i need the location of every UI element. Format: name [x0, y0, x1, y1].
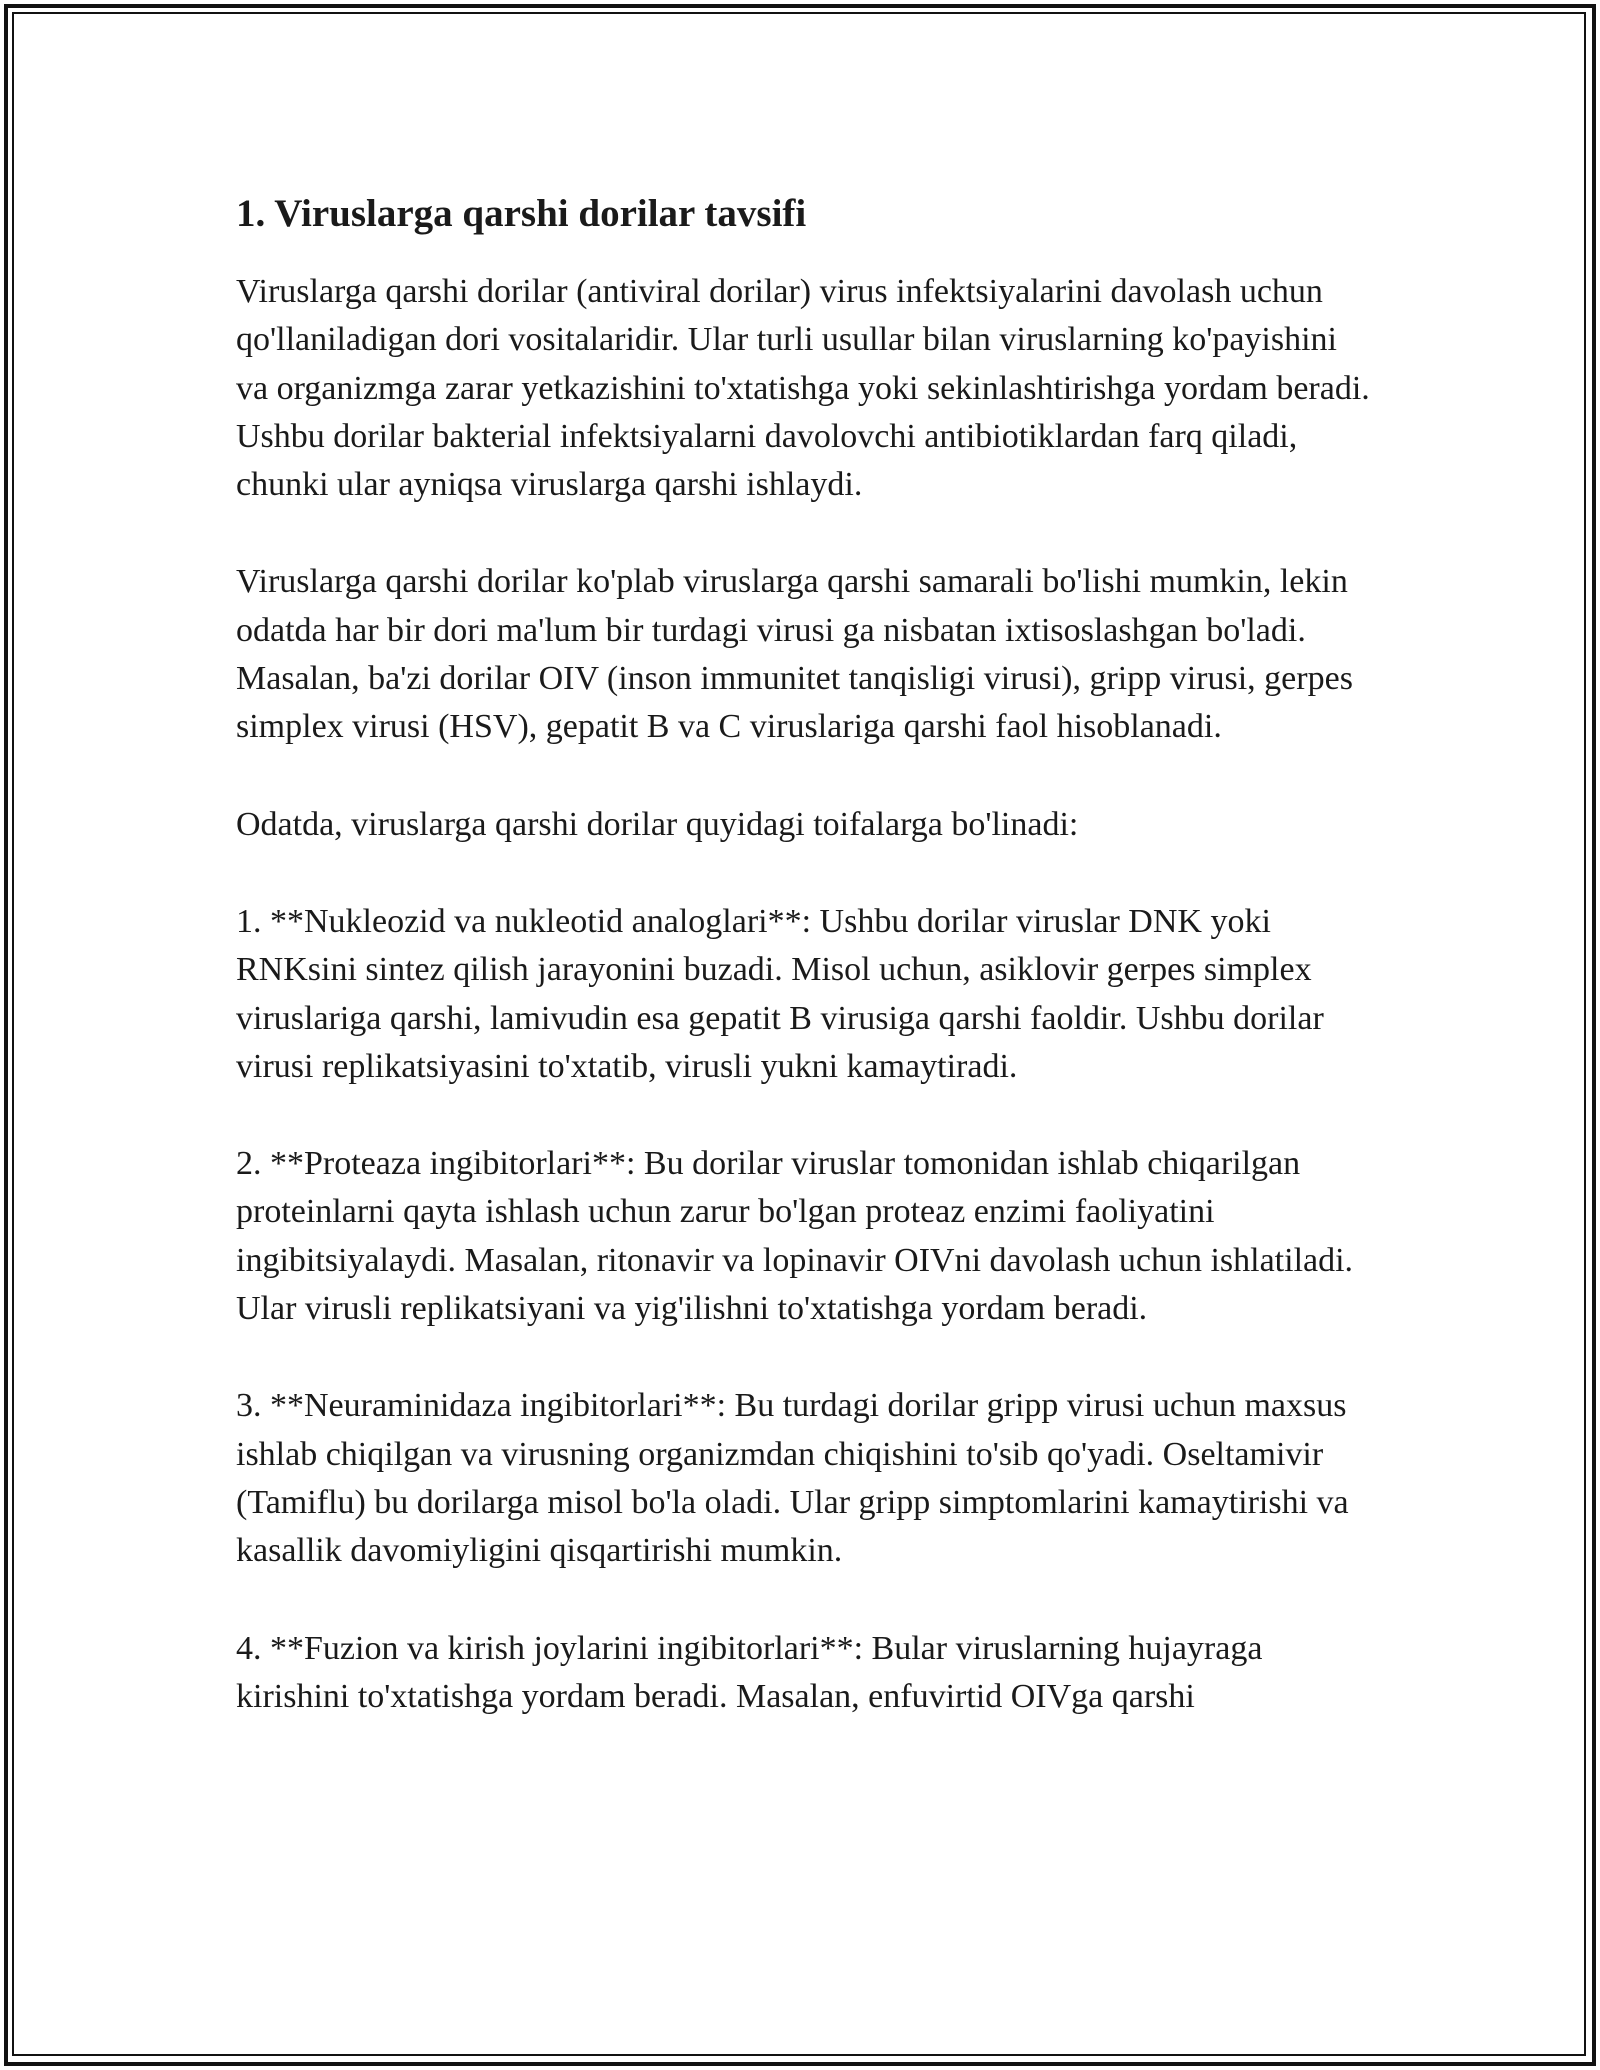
- paragraph-categories-intro: Odatda, viruslarga qarshi dorilar quyidagi toifalarga bo'linadi:: [236, 805, 1079, 843]
- list-item-neuraminidase-inhibitors: 3. **Neuraminidaza ingibitorlari**: Bu turdagi dorilar gripp virusi uchun maxsus ishlab chiqilgan va virusning organizmdan chiqishini to'sib qo'yadi. Oseltamivir (Tamiflu) bu dorilarga misol bo'la oladi. Ular gripp simptomlarini kamaytirishi va kasallik davomiyligini qisqartirishi mumkin.: [236, 1387, 1349, 1570]
- paragraph-intro: Viruslarga qarshi dorilar (antiviral dorilar) virus infektsiyalarini davolash uchun qo'llaniladigan dori vositalaridir. Ular turli usullar bilan viruslarning ko'payishini va organizmga zarar yetkazishini to'xtatishga yoki sekinlashtirishga yordam beradi. Ushbu dorilar bakterial infektsiyalarni davolovchi antibiotiklardan farq qiladi, chunki ular ayniqsa viruslarga qarshi ishlaydi.: [236, 273, 1370, 504]
- list-item-nucleoside-analogs: 1. **Nukleozid va nukleotid analoglari**: Ushbu dorilar viruslar DNK yoki RNKsini sintez qilish jarayonini buzadi. Misol uchun, asiklovir gerpes simplex viruslariga qarshi, lamivudin esa gepatit B virusiga qarshi faoldir. Ushbu dorilar virusi replikatsiyasini to'xtatib, virusli yukni kamaytiradi.: [236, 902, 1324, 1085]
- paragraph-specialization: Viruslarga qarshi dorilar ko'plab viruslarga qarshi samarali bo'lishi mumkin, lekin odatda har bir dori ma'lum bir turdagi virusi ga nisbatan ixtisoslashgan bo'ladi. Masalan, ba'zi dorilar OIV (inson immunitet tanqisligi virusi), gripp virusi, gerpes simplex virusi (HSV), gepatit B va C viruslariga qarshi faol hisoblanadi.: [236, 563, 1353, 746]
- section-heading: 1. Viruslarga qarshi dorilar tavsifi: [236, 192, 807, 235]
- list-item-protease-inhibitors: 2. **Proteaza ingibitorlari**: Bu dorilar viruslar tomonidan ishlab chiqarilgan proteinlarni qayta ishlash uchun zarur bo'lgan proteaz enzimi faoliyatini ingibitsiyalaydi. Masalan, ritonavir va lopinavir OIVni davolash uchun ishlatiladi. Ular virusli replikatsiyani va yig'ilishni to'xtatishga yordam beradi.: [236, 1145, 1354, 1328]
- list-item-fusion-entry-inhibitors: 4. **Fuzion va kirish joylarini ingibitorlari**: Bular viruslarning hujayraga kirishini to'xtatishga yordam beradi. Masalan, enfuvirtid OIVga qarshi: [236, 1629, 1263, 1715]
- document-page: [236, 186, 1376, 1770]
